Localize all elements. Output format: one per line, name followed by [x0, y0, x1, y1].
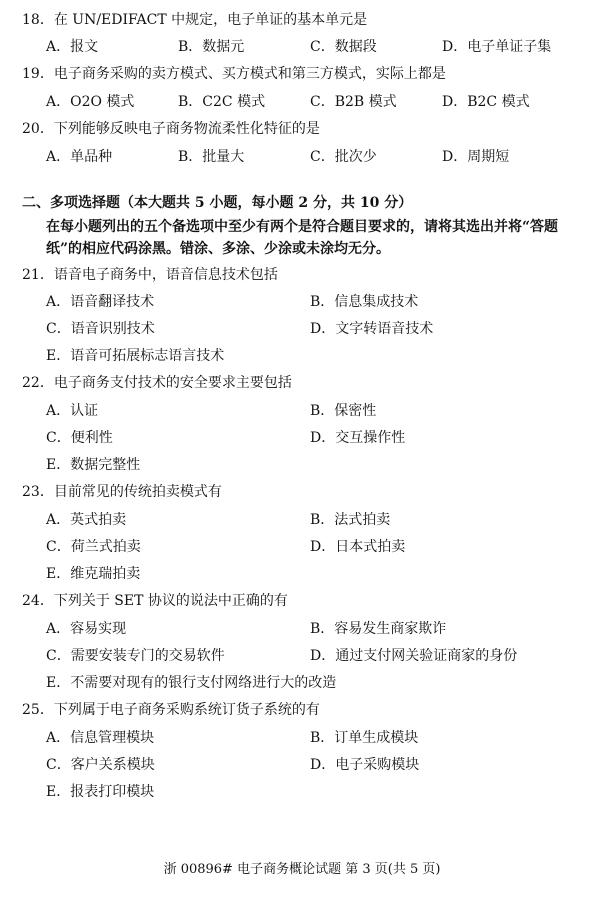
question-21-option-a: A．语音翻译技术 [46, 294, 155, 310]
question-23-option-c: C．荷兰式拍卖 [46, 539, 141, 555]
question-24-stem: 24．下列关于 SET 协议的说法中正确的有 [22, 593, 288, 609]
question-21-stem: 21．语音电子商务中，语音信息技术包括 [22, 267, 278, 283]
question-21-option-d: D．文字转语音技术 [310, 321, 434, 337]
question-20-stem: 20．下列能够反映电子商务物流柔性化特征的是 [22, 121, 320, 137]
question-23-option-d: D．日本式拍卖 [310, 539, 406, 555]
question-19-option-a: A．O2O 模式 [46, 94, 135, 110]
question-22-stem: 22．电子商务支付技术的安全要求主要包括 [22, 375, 292, 391]
question-25-stem: 25．下列属于电子商务采购系统订货子系统的有 [22, 702, 320, 718]
question-21-option-c: C．语音识别技术 [46, 321, 155, 337]
question-18-option-a: A．报文 [46, 39, 99, 55]
question-21-option-e: E．语音可拓展标志语言技术 [46, 348, 225, 364]
question-25-option-e: E．报表打印模块 [46, 784, 155, 800]
question-23-stem: 23．目前常见的传统拍卖模式有 [22, 484, 222, 500]
question-18-option-b: B．数据元 [178, 39, 245, 55]
section-2-title: 二、多项选择题（本大题共 5 小题，每小题 2 分，共 10 分） [22, 195, 413, 211]
question-19-option-b: B．C2C 模式 [178, 94, 266, 110]
question-20-option-a: A．单品种 [46, 149, 113, 165]
section-2-instruction: 在每小题列出的五个备选项中至少有两个是符合题目要求的，请将其选出并将“答题纸”的相应代码涂黑。错涂、多涂、少涂或未涂均无分。 [46, 219, 559, 257]
question-22-option-b: B．保密性 [310, 403, 377, 419]
question-19-option-d: D．B2C 模式 [442, 94, 530, 110]
question-24-option-c: C．需要安装专门的交易软件 [46, 648, 225, 664]
question-22-option-a: A．认证 [46, 403, 99, 419]
question-18-option-d: D．电子单证子集 [442, 39, 552, 55]
question-24-option-e: E．不需要对现有的银行支付网络进行大的改造 [46, 675, 337, 691]
question-20-option-b: B．批量大 [178, 149, 245, 165]
question-20-option-c: C．批次少 [310, 149, 377, 165]
question-20-option-d: D．周期短 [442, 149, 510, 165]
question-22-option-d: D．交互操作性 [310, 430, 406, 446]
question-22-option-c: C．便利性 [46, 430, 113, 446]
question-19-option-c: C．B2B 模式 [310, 94, 397, 110]
question-24-option-a: A．容易实现 [46, 621, 127, 637]
question-23-option-e: E．维克瑞拍卖 [46, 566, 141, 582]
question-25-option-b: B．订单生成模块 [310, 730, 419, 746]
question-24-option-d: D．通过支付网关验证商家的身份 [310, 648, 518, 664]
question-18-stem: 18．在 UN/EDIFACT 中规定，电子单证的基本单元是 [22, 12, 368, 28]
question-25-option-d: D．电子采购模块 [310, 757, 420, 773]
question-21-option-b: B．信息集成技术 [310, 294, 419, 310]
question-18-option-c: C．数据段 [310, 39, 377, 55]
question-23-option-b: B．法式拍卖 [310, 512, 391, 528]
question-24-option-b: B．容易发生商家欺诈 [310, 621, 447, 637]
question-25-option-a: A．信息管理模块 [46, 730, 155, 746]
question-22-option-e: E．数据完整性 [46, 457, 141, 473]
question-25-option-c: C．客户关系模块 [46, 757, 155, 773]
question-19-stem: 19．电子商务采购的卖方模式、买方模式和第三方模式，实际上都是 [22, 66, 446, 82]
page-footer: 浙 00896# 电子商务概论试题 第 3 页(共 5 页) [163, 862, 441, 877]
question-23-option-a: A．英式拍卖 [46, 512, 127, 528]
